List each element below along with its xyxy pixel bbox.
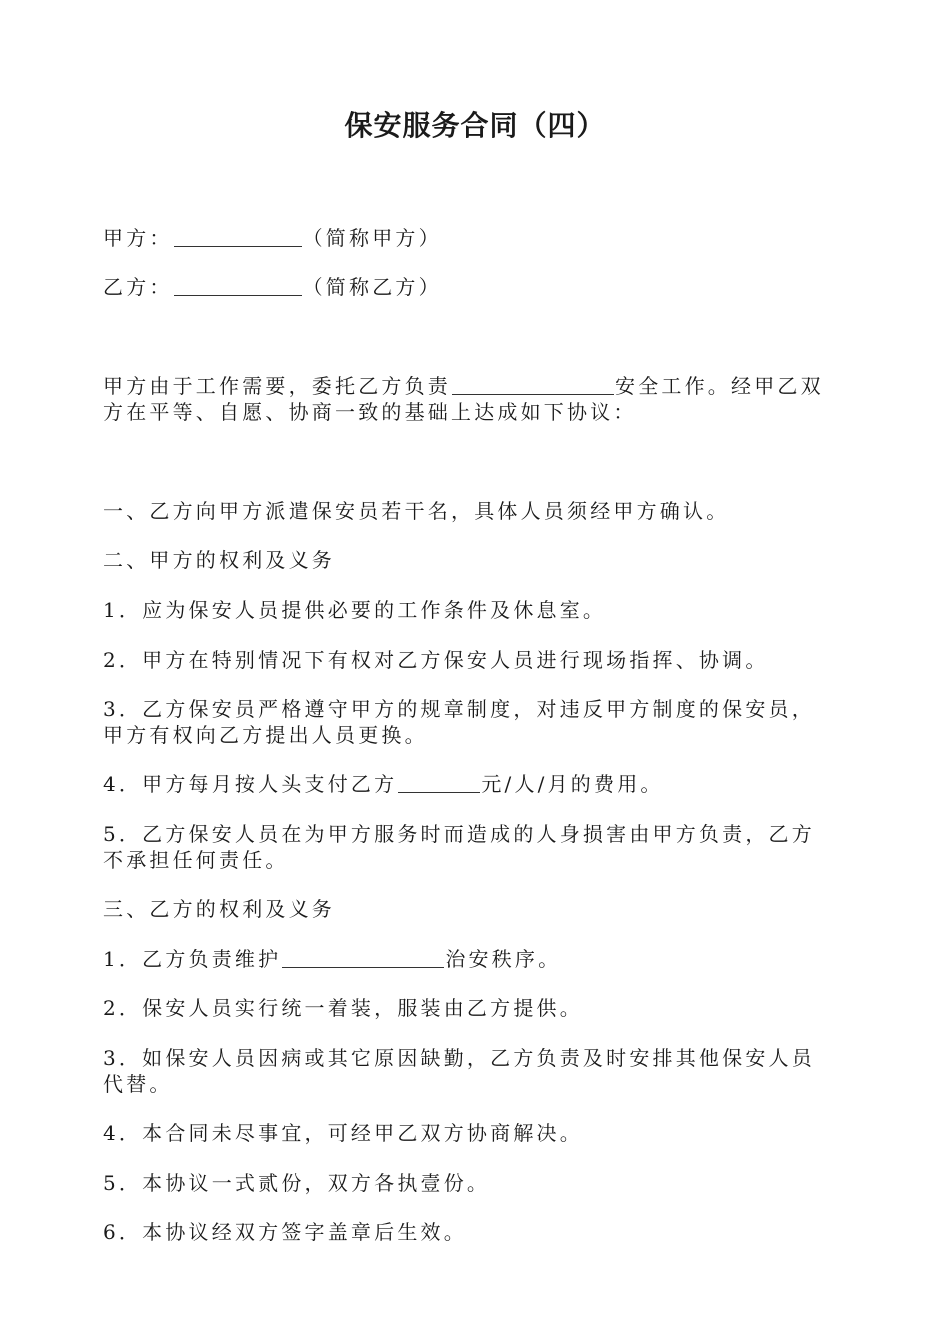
- party-a-line: [103, 225, 853, 251]
- section-2-item-5-line-2: 不承担任何责任。: [103, 848, 289, 872]
- section-3-item-3-line-1: 3．如保安人员因病或其它原因缺勤，乙方负责及时安排其他保安人员: [103, 1046, 815, 1070]
- party-b-line: [103, 274, 853, 300]
- intro-line-1: [103, 373, 853, 399]
- fee-blank: [398, 772, 480, 793]
- section-2-item-2: 2．甲方在特别情况下有权对乙方保安人员进行现场指挥、协调。: [103, 648, 769, 672]
- section-2-item-5-line-1: 5．乙方保安人员在为甲方服务时而造成的人身损害由甲方负责，乙方: [103, 822, 815, 846]
- section-2-item-4: [103, 771, 853, 797]
- section-2-heading: 二、甲方的权利及义务: [103, 548, 335, 572]
- section-3-item-1-text-a: 1．乙方负责维护: [103, 947, 282, 971]
- item-4-text-b: 元/人/月的费用。: [481, 772, 664, 796]
- section-2-item-1: 1．应为保安人员提供必要的工作条件及休息室。: [103, 598, 607, 622]
- maintain-area-blank: [282, 947, 444, 968]
- section-3-item-3-line-2: 代替。: [103, 1072, 173, 1096]
- section-3-item-1-text-b: 治安秩序。: [445, 947, 562, 971]
- intro-text-1a: 甲方由于工作需要，委托乙方负责: [103, 374, 451, 398]
- section-3-item-1: [103, 946, 853, 972]
- section-3-item-4: 4．本合同未尽事宜，可经甲乙双方协商解决。: [103, 1121, 583, 1145]
- party-a-note: （简称甲方）: [302, 226, 442, 250]
- section-1: 一、乙方向甲方派遣保安员若干名，具体人员须经甲方确认。: [103, 499, 730, 523]
- item-4-text-a: 4．甲方每月按人头支付乙方: [103, 772, 398, 796]
- party-b-blank: [174, 275, 302, 296]
- section-3-item-2: 2．保安人员实行统一着装，服装由乙方提供。: [103, 996, 583, 1020]
- party-b-note: （简称乙方）: [302, 275, 442, 299]
- intro-line-2: 方在平等、自愿、协商一致的基础上达成如下协议：: [103, 400, 637, 424]
- section-3-item-6: 6．本协议经双方签字盖章后生效。: [103, 1220, 467, 1244]
- document-title: 保安服务合同（四）: [344, 109, 606, 142]
- intro-text-1b: 安全工作。经甲乙双: [615, 374, 824, 398]
- section-2-item-3-line-1: 3．乙方保安员严格遵守甲方的规章制度，对违反甲方制度的保安员，: [103, 697, 815, 721]
- intro-blank: [452, 374, 614, 395]
- party-a-blank: [174, 226, 302, 247]
- section-3-item-5: 5．本协议一式贰份，双方各执壹份。: [103, 1171, 491, 1195]
- party-b-label: 乙方：: [103, 275, 173, 299]
- party-a-label: 甲方：: [103, 226, 173, 250]
- section-2-item-3-line-2: 甲方有权向乙方提出人员更换。: [103, 723, 428, 747]
- section-3-heading: 三、乙方的权利及义务: [103, 897, 335, 921]
